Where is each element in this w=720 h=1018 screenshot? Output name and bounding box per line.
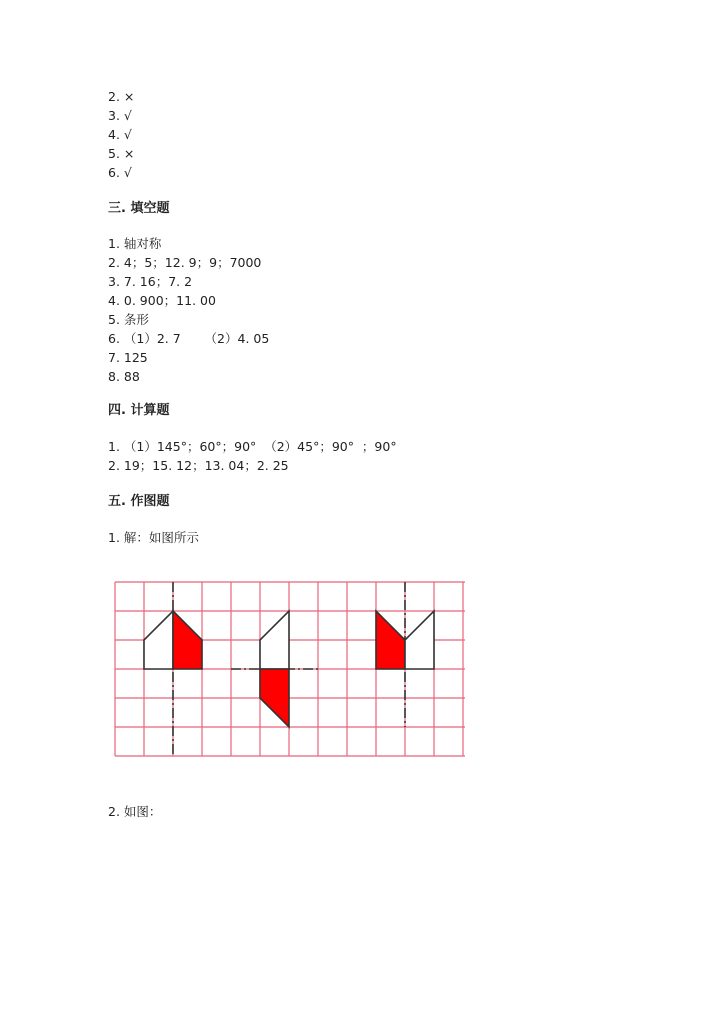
fill-answer-3: 3. 7. 16；7. 2 bbox=[108, 274, 193, 289]
fill-answer-7: 7. 125 bbox=[108, 350, 148, 365]
shape-2-reflection bbox=[260, 669, 289, 727]
calc-answer-1: 1. （1）145°；60°；90° （2）45°；90° ；90° bbox=[108, 439, 397, 454]
fill-answer-6: 6. （1）2. 7 （2）4. 05 bbox=[108, 331, 270, 346]
answer-4: 4. √ bbox=[108, 127, 132, 142]
shape-1-reflection bbox=[173, 611, 202, 669]
fill-answer-5: 5. 条形 bbox=[108, 312, 149, 327]
answer-6: 6. √ bbox=[108, 165, 132, 180]
shape-2-original bbox=[260, 611, 289, 669]
shape-3-original bbox=[376, 611, 405, 669]
symmetry-figure bbox=[108, 577, 468, 762]
shape-3-reflection bbox=[405, 611, 434, 669]
answer-3: 3. √ bbox=[108, 108, 132, 123]
drawing-answer-1: 1. 解：如图所示 bbox=[108, 530, 199, 545]
section-3-title: 三. 填空题 bbox=[108, 201, 170, 216]
drawing-answer-2: 2. 如图： bbox=[108, 804, 162, 819]
shape-1-original bbox=[144, 611, 173, 669]
section-5-title: 五. 作图题 bbox=[108, 494, 170, 509]
fill-answer-8: 8. 88 bbox=[108, 369, 140, 384]
calc-answer-2: 2. 19；15. 12；13. 04；2. 25 bbox=[108, 458, 289, 473]
answer-2: 2. × bbox=[108, 89, 135, 104]
fill-answer-4: 4. 0. 900；11. 00 bbox=[108, 293, 216, 308]
fill-answer-1: 1. 轴对称 bbox=[108, 236, 162, 251]
answer-5: 5. × bbox=[108, 146, 135, 161]
fill-answer-2: 2. 4；5；12. 9；9；7000 bbox=[108, 255, 262, 270]
section-4-title: 四. 计算题 bbox=[108, 403, 170, 418]
